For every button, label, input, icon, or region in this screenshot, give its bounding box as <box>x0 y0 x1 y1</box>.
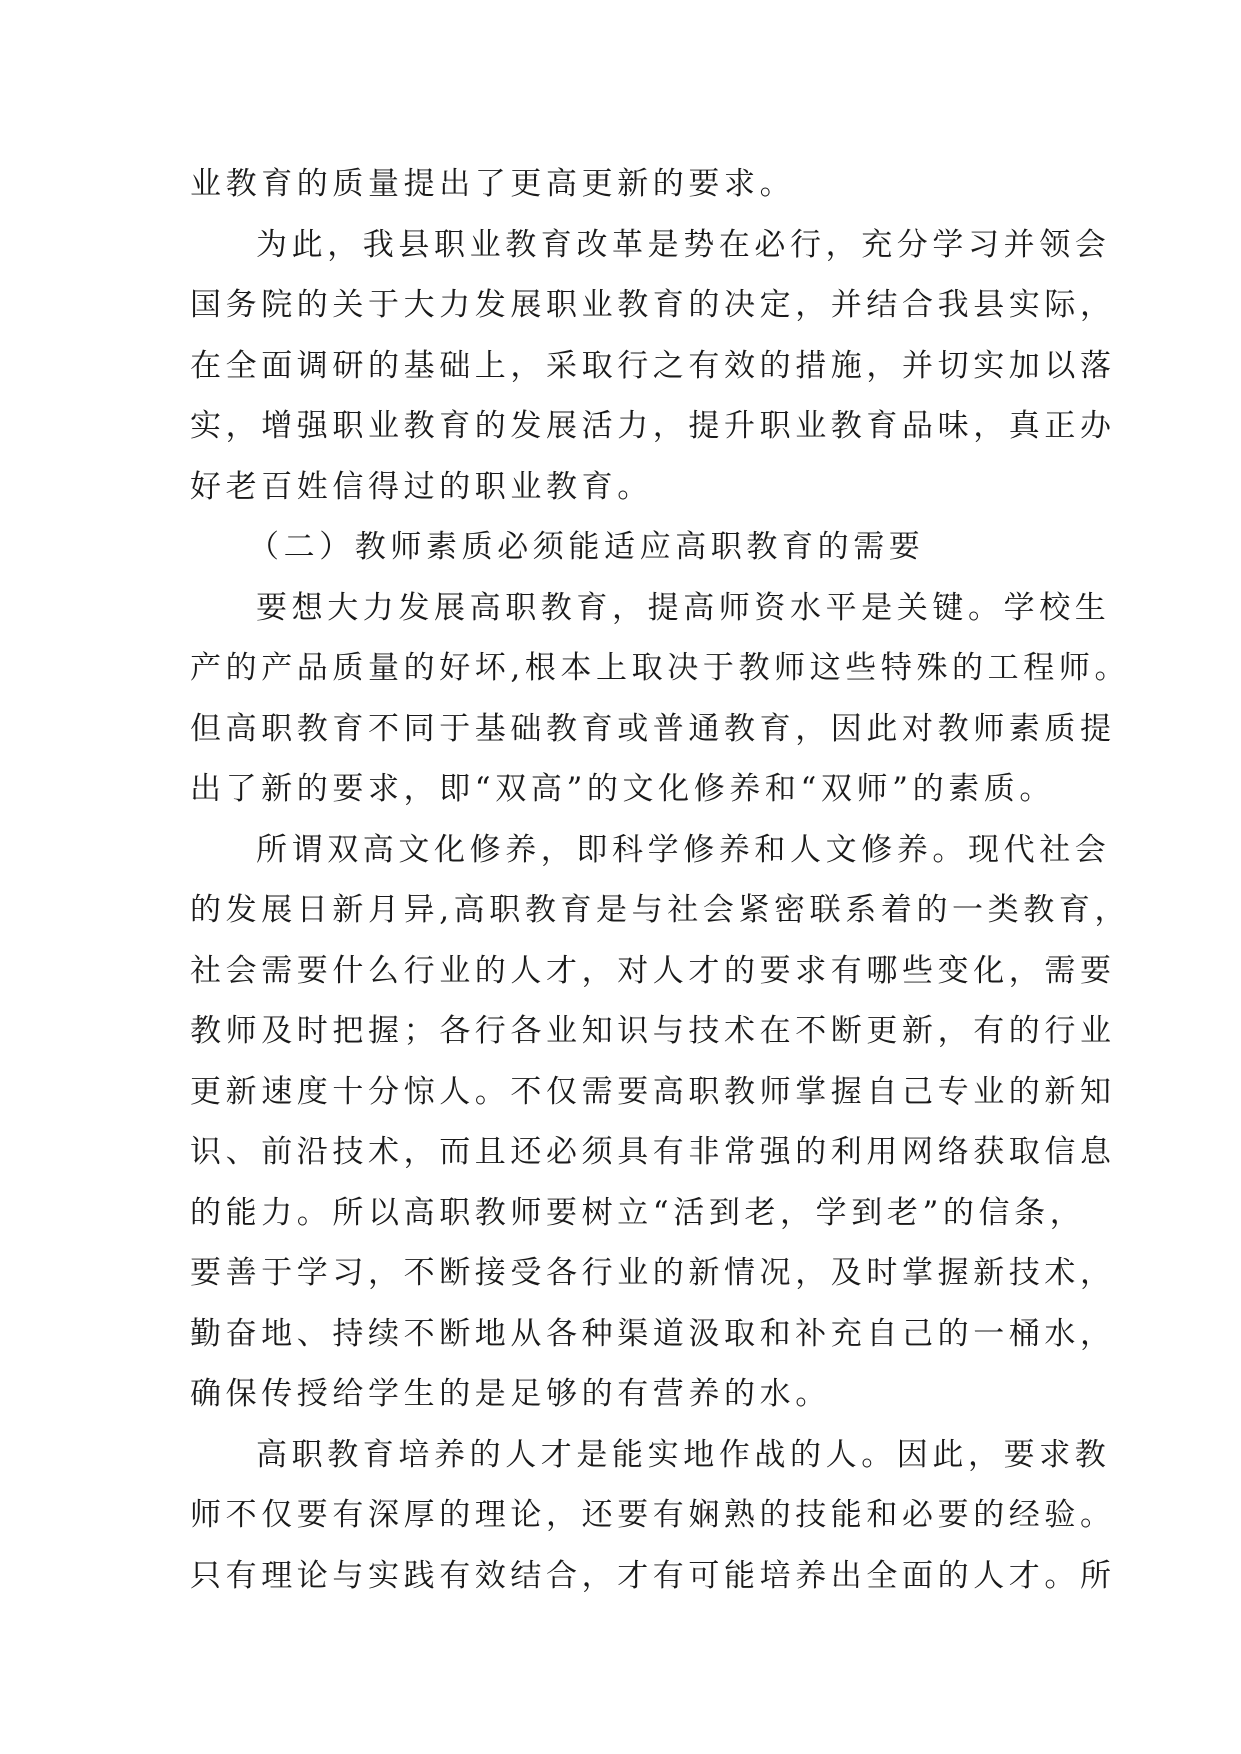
text-line: 只有理论与实践有效结合，才有可能培养出全面的人才。所 <box>190 1557 1116 1594</box>
text-line: 高职教育培养的人才是能实地作战的人。因此，要求教 <box>256 1436 1111 1473</box>
text-line: 但高职教育不同于基础教育或普通教育，因此对教师素质提 <box>190 710 1116 747</box>
text-line: 出了新的要求，即“双高”的文化修养和“双师”的素质。 <box>190 771 1055 807</box>
text-line: 所谓双高文化修养，即科学修养和人文修养。现代社会 <box>256 831 1111 868</box>
text-line: 要善于学习，不断接受各行业的新情况，及时掌握新技术， <box>190 1255 1116 1291</box>
text-line: 社会需要什么行业的人才，对人才的要求有哪些变化，需要 <box>190 952 1116 989</box>
text-line: 国务院的关于大力发展职业教育的决定，并结合我县实际， <box>190 287 1116 323</box>
text-line: 更新速度十分惊人。不仅需要高职教师掌握自己专业的新知 <box>190 1073 1116 1110</box>
text-line: 确保传授给学生的是足够的有营养的水。 <box>190 1376 831 1412</box>
text-line: 师不仅要有深厚的理论，还要有娴熟的技能和必要的经验。 <box>190 1497 1116 1533</box>
text-line: 教师及时把握；各行各业知识与技术在不断更新，有的行业 <box>190 1013 1116 1049</box>
section-heading: （二）教师素质必须能适应高职教育的需要 <box>248 529 925 565</box>
text-line: 好老百姓信得过的职业教育。 <box>190 468 653 505</box>
body-text <box>190 154 1131 1606</box>
text-line: 实，增强职业教育的发展活力，提升职业教育品味，真正办 <box>190 408 1116 444</box>
text-line: 在全面调研的基础上，采取行之有效的措施，并切实加以落 <box>190 347 1116 384</box>
text-line: 为此，我县职业教育改革是势在必行，充分学习并领会 <box>256 226 1111 263</box>
text-line: 产的产品质量的好坏,根本上取决于教师这些特殊的工程师。 <box>190 650 1131 686</box>
text-line: 的能力。所以高职教师要树立“活到老，学到老”的信条， <box>190 1194 1086 1231</box>
text-line: 要想大力发展高职教育，提高师资水平是关键。学校生 <box>256 589 1111 626</box>
text-line: 业教育的质量提出了更高更新的要求。 <box>190 166 796 202</box>
text-line: 的发展日新月异,高职教育是与社会紧密联系着的一类教育， <box>190 892 1131 928</box>
text-line: 识、前沿技术，而且还必须具有非常强的利用网络获取信息 <box>190 1134 1116 1170</box>
text-line: 勤奋地、持续不断地从各种渠道汲取和补充自己的一桶水， <box>190 1315 1116 1352</box>
